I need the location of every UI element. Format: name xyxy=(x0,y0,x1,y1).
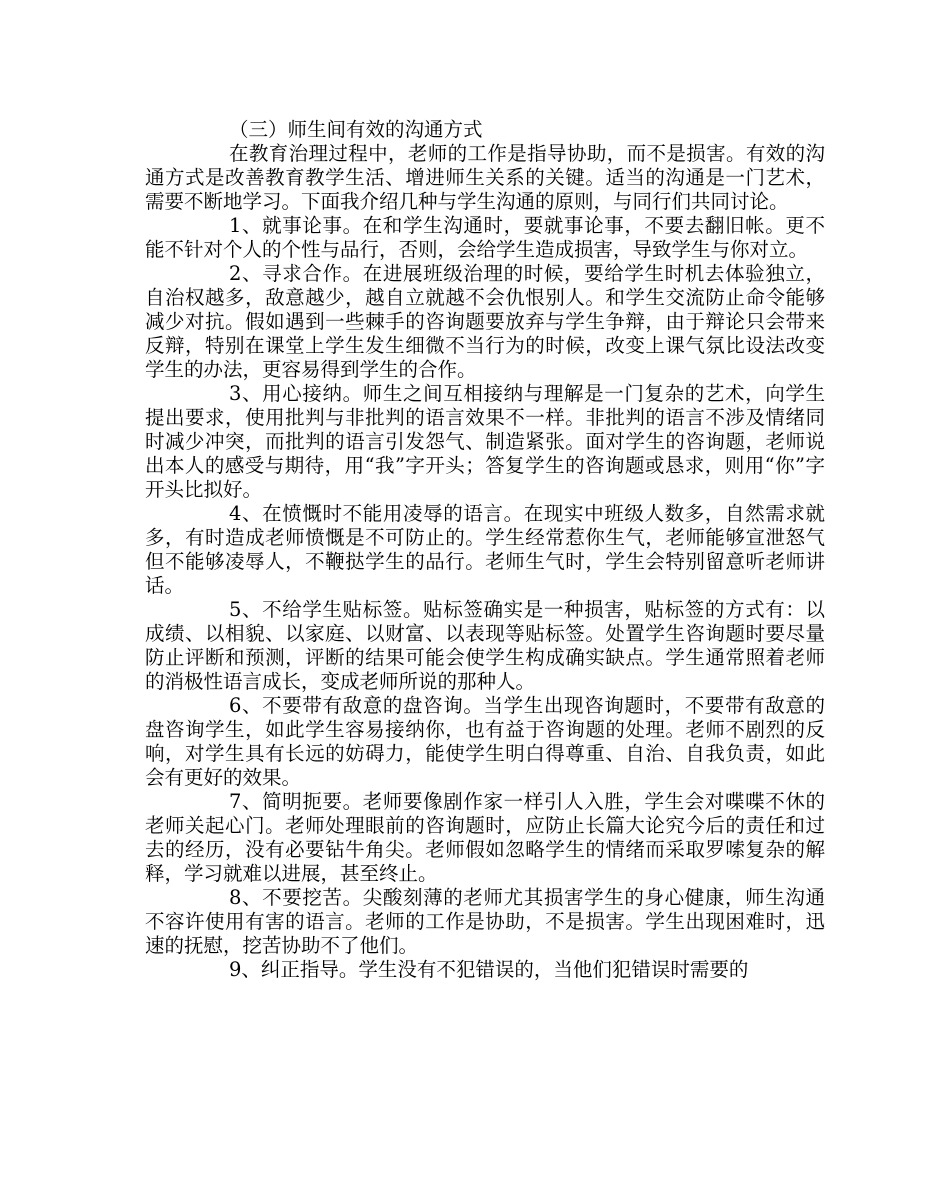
paragraph-5: 5、不给学生贴标签。贴标签确实是一种损害，贴标签的方式有：以成绩、以相貌、以家庭、以财富、以表现等贴标签。处置学生咨询题时要尽量防止评断和预测，评断的结果可能会使学生构成确实缺点。学生通常照着老师的消极性语言成长，变成老师所说的那种人。 xyxy=(145,598,825,693)
paragraph-intro: 在教育治理过程中，老师的工作是指导协助，而不是损害。有效的沟通方式是改善教育教学生活、增进师生关系的关键。适当的沟通是一门艺术，需要不断地学习。下面我介绍几种与学生沟通的原则，与同行们共同讨论。 xyxy=(145,142,825,213)
paragraph-3: 3、用心接纳。师生之间互相接纳与理解是一门复杂的艺术，向学生提出要求，使用批判与非批判的语言效果不一样。非批判的语言不涉及情绪同时减少冲突，而批判的语言引发怨气、制造紧张。面对学生的咨询题，老师说出本人的感受与期待，用“我”字开头；答复学生的咨询题或恳求，则用“你”字开头比拟好。 xyxy=(145,382,825,501)
paragraph-6: 6、不要带有敌意的盘咨询。当学生出现咨询题时，不要带有敌意的盘咨询学生，如此学生容易接纳你，也有益于咨询题的处理。老师不剧烈的反响，对学生具有长远的妨碍力，能使学生明白得尊重、自治、自我负责，如此会有更好的效果。 xyxy=(145,694,825,789)
paragraph-8: 8、不要挖苦。尖酸刻薄的老师尤其损害学生的身心健康，师生沟通不容许使用有害的语言。老师的工作是协助，不是损害。学生出现困难时，迅速的抚慰，挖苦协助不了他们。 xyxy=(145,886,825,957)
paragraph-4: 4、在愤慨时不能用凌辱的语言。在现实中班级人数多，自然需求就多，有时造成老师愤慨是不可防止的。学生经常惹你生气，老师能够宣泄怒气但不能够凌辱人，不鞭挞学生的品行。老师生气时，学生会特别留意听老师讲话。 xyxy=(145,502,825,597)
paragraph-1: 1、就事论事。在和学生沟通时，要就事论事，不要去翻旧帐。更不能不针对个人的个性与品行，否则，会给学生造成损害，导致学生与你对立。 xyxy=(145,214,825,261)
paragraph-9: 9、纠正指导。学生没有不犯错误的，当他们犯错误时需要的 xyxy=(229,958,749,981)
document-body xyxy=(145,118,825,982)
section-heading: （三）师生间有效的沟通方式 xyxy=(229,118,483,141)
paragraph-2: 2、寻求合作。在进展班级治理的时候，要给学生时机去体验独立，自治权越多，敌意越少，越自立就越不会仇恨别人。和学生交流防止命令能够减少对抗。假如遇到一些棘手的咨询题要放弃与学生争辩，由于辩论只会带来反辩，特别在课堂上学生发生细微不当行为的时候，改变上课气氛比设法改变学生的办法，更容易得到学生的合作。 xyxy=(145,262,825,381)
paragraph-7: 7、简明扼要。老师要像剧作家一样引人入胜，学生会对喋喋不休的老师关起心门。老师处理眼前的咨询题时，应防止长篇大论究今后的责任和过去的经历，没有必要钻牛角尖。老师假如忽略学生的情绪而采取罗嗦复杂的解释，学习就难以进展，甚至终止。 xyxy=(145,790,825,885)
